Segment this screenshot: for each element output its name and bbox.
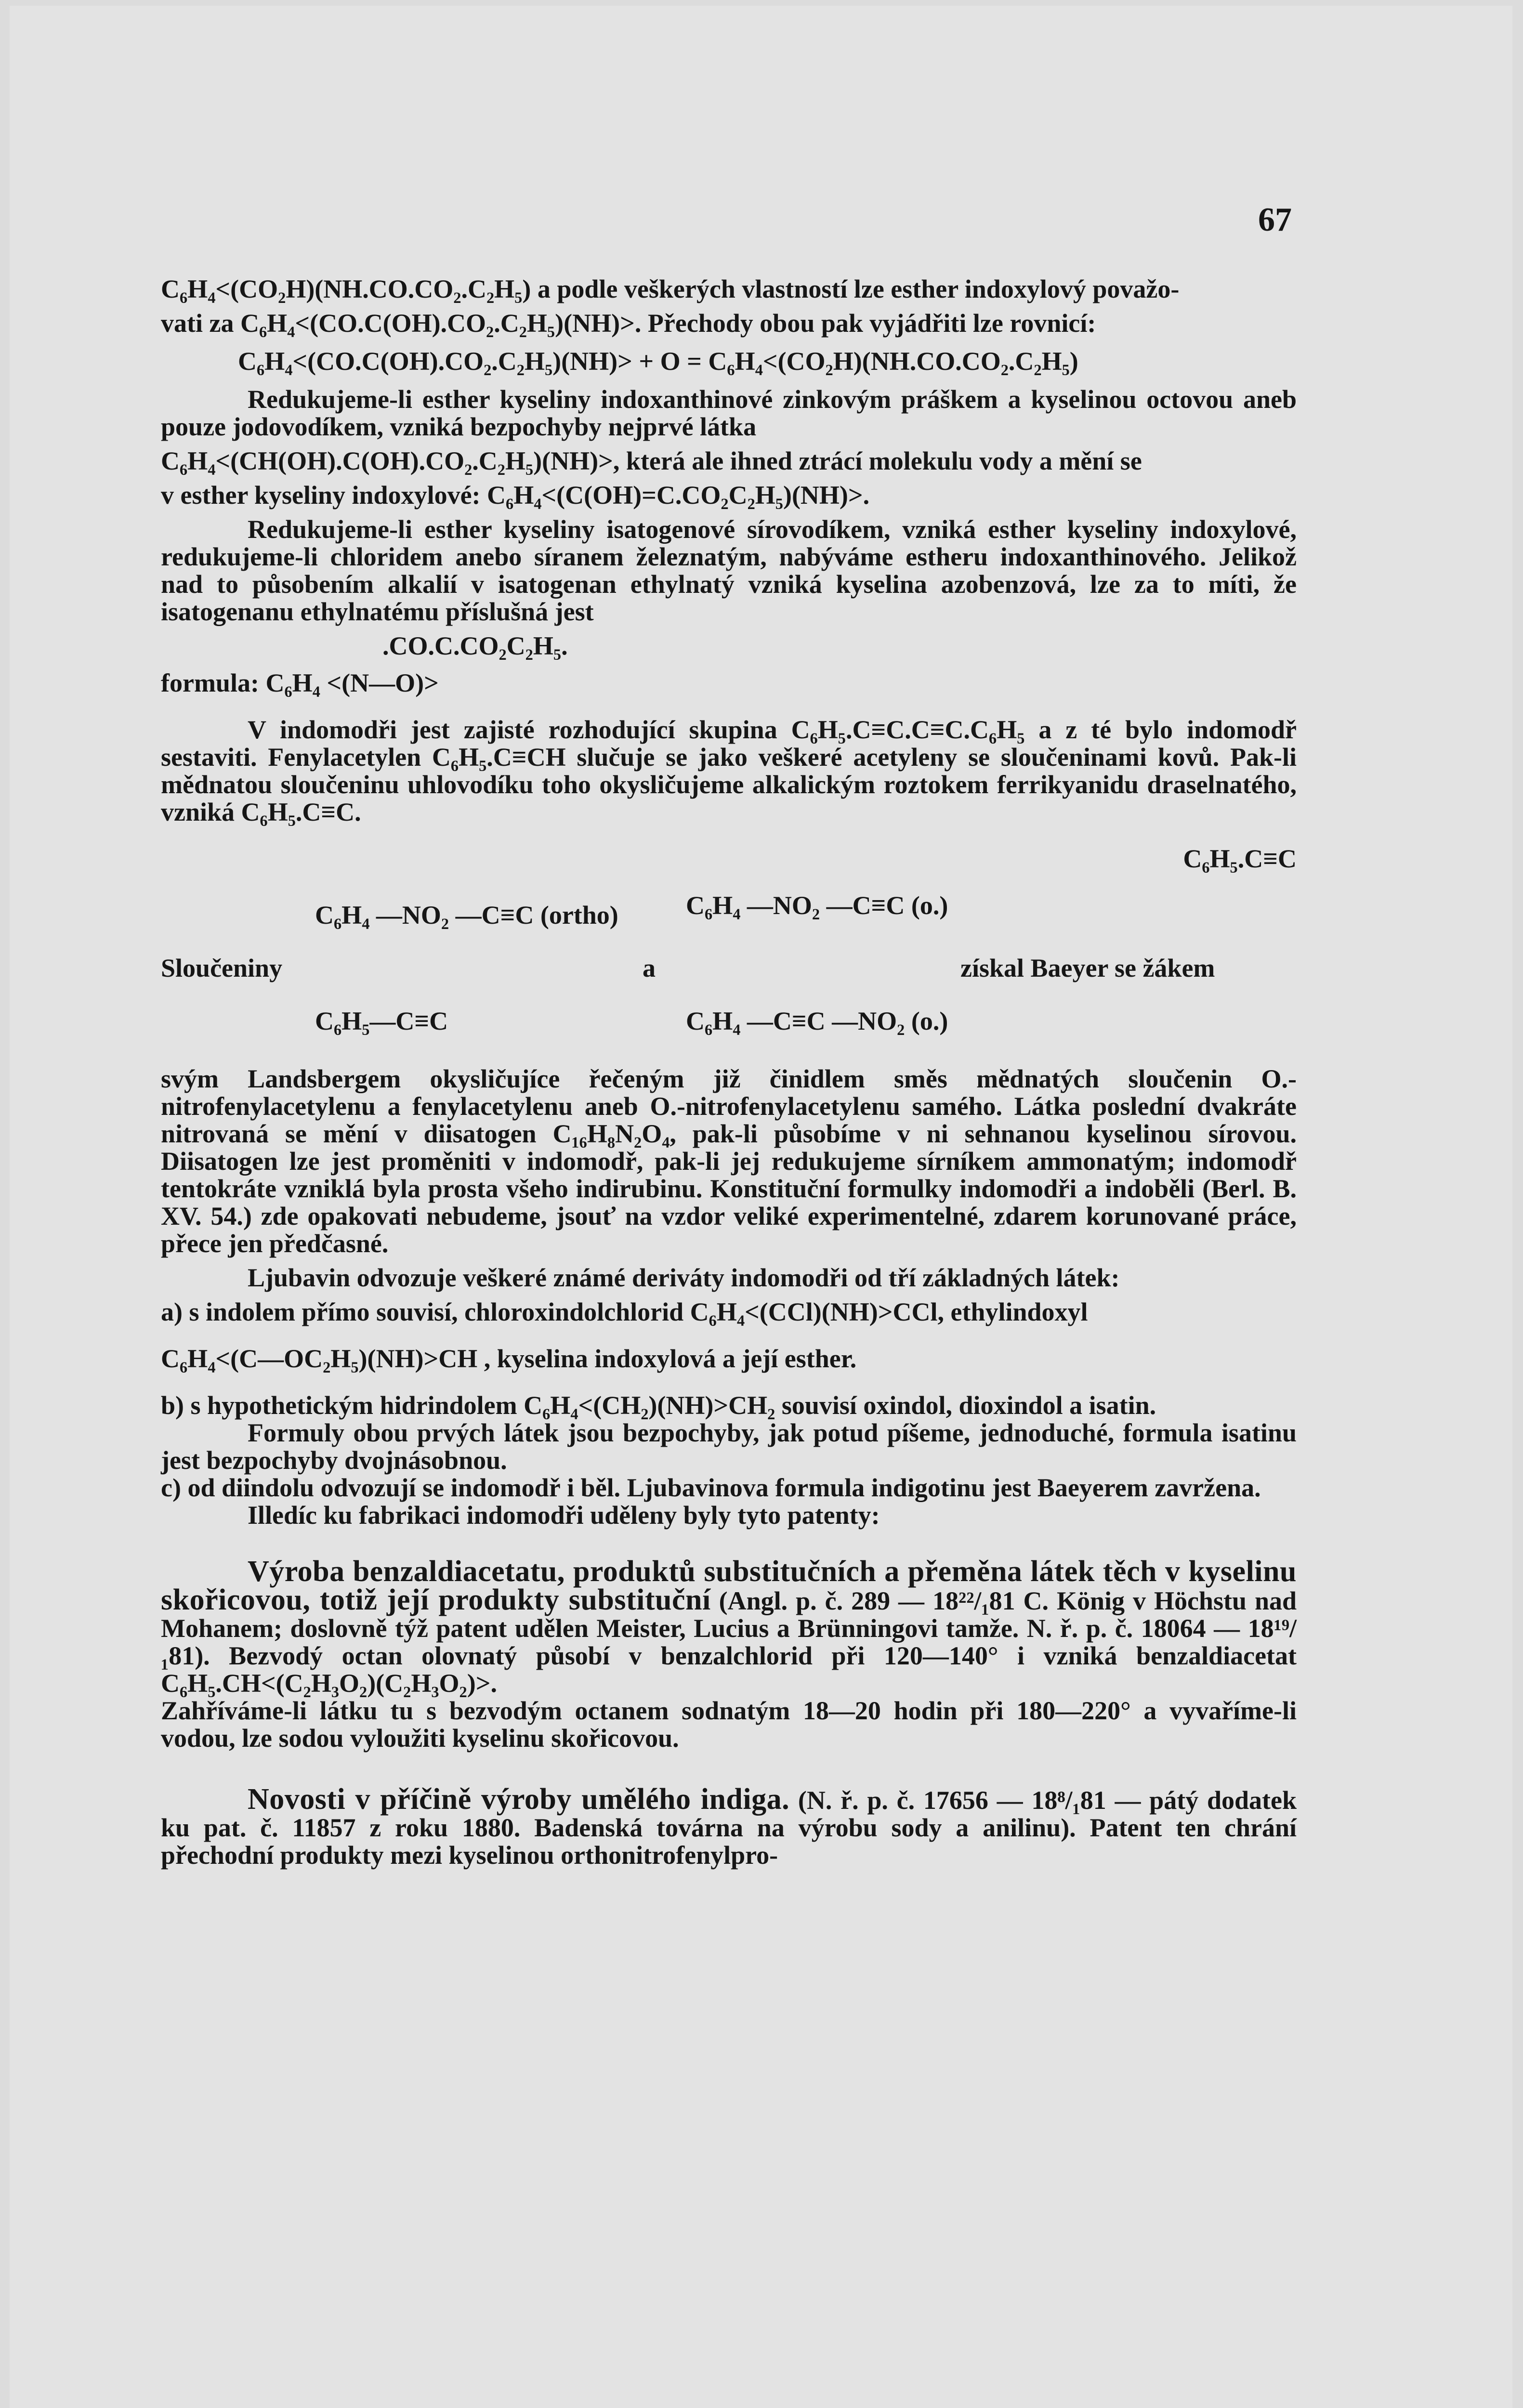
paragraph: Redukujeme-li esther kyseliny indoxanthinové zinkovým práškem a kyselinou octovou aneb pouze jodovodíkem, vzniká bezpochyby nejprvé látka bbox=[161, 385, 1297, 441]
section-heading: Novosti v příčině výroby umělého indiga. bbox=[248, 1783, 790, 1816]
text-line: vati za C₆H₄<(CO.C(OH).CO₂.C₂H₅)(NH)>. Přechody obou pak vyjádřiti lze rovnicí: bbox=[161, 309, 1096, 338]
compound-a-top: C₆H₄ —NO₂ —C≡C (ortho) bbox=[315, 901, 618, 929]
paragraph: Formuly obou prvých látek jsou bezpochyby, jak potud píšeme, jednoduché, formula isatinu jest bezpochyby dvojnásobnou. bbox=[161, 1418, 1297, 1475]
paragraph: Illedíc ku fabrikaci indomodři uděleny byly tyto patenty: bbox=[248, 1501, 880, 1530]
text-line: v esther kyseliny indoxylové: C₆H₄<(C(OH)=C.CO₂C₂H₅)(NH)>. bbox=[161, 481, 870, 510]
paragraph: Zahříváme-li látku tu s bezvodým octanem sodnatým 18—20 hodin při 180—220° a vyvaříme-li vodou, lze sodou vyloužiti kyselinu skořicovou. bbox=[161, 1696, 1297, 1753]
section-text: (N. ř. p. č. 17656 — 18⁸/₁81 — pátý dodatek ku pat. č. 11857 z roku 1880. Badenská továrna na výrobu sody a anilinu). Patent ten chrání přechodní produkty mezi kyselinou orthonitrofenylpro- bbox=[161, 1786, 1297, 1870]
text-line: C₆H₄<(CO₂H)(NH.CO.CO₂.C₂H₅) a podle veškerých vlastností lze esther indoxylový považo- bbox=[161, 275, 1180, 303]
paragraph: Ljubavin odvozuje veškeré známé deriváty indomodři od tří základných látek: bbox=[248, 1263, 1120, 1292]
equation: C₆H₄<(CO.C(OH).CO₂.C₂H₅)(NH)> + O = C₆H₄<(CO₂H)(NH.CO.CO₂.C₂H₅) bbox=[238, 347, 1078, 376]
section-paragraph bbox=[161, 1783, 1297, 1870]
paragraph: c) od diindolu odvozují se indomodř i běl. Ljubavinova formula indigotinu jest Baeyerem zavržena. bbox=[161, 1473, 1261, 1502]
compound-b-bottom: C₆H₄ —C≡C —NO₂ (o.) bbox=[686, 1007, 948, 1035]
compounds-block bbox=[161, 882, 1297, 1056]
section-paragraph bbox=[161, 1555, 1297, 1698]
compound-a-bottom: C₆H₅—C≡C bbox=[315, 1007, 448, 1035]
page bbox=[10, 6, 1512, 2408]
section-heading: Výroba benzaldiacetatu, produktů substitučních a přeměna látek těch v kyselinu skořicovou, totiž její produkty substituční bbox=[161, 1555, 1297, 1616]
compound-b-top: C₆H₄ —NO₂ —C≡C (o.) bbox=[686, 891, 948, 920]
formula: C₆H₅.C≡C bbox=[1183, 844, 1297, 873]
page-number: 67 bbox=[1258, 201, 1292, 238]
paragraph: Redukujeme-li esther kyseliny isatogenové sírovodíkem, vzniká esther kyseliny indoxylové, redukujeme-li chloridem anebo síranem železnatým, nabýváme estheru indoxanthinového. Jelikož nad to působením alkalií v isatogenan ethylnatý vzniká kyselina azobenzová, lze za to míti, že isatogenanu ethylnatému příslušná jest bbox=[161, 515, 1297, 626]
text-line: C₆H₄<(CH(OH).C(OH).CO₂.C₂H₅)(NH)>, která ale ihned ztrácí molekulu vody a mění se bbox=[161, 446, 1142, 475]
compounds-label: Sloučeniny bbox=[161, 954, 283, 982]
compounds-tail: získal Baeyer se žákem bbox=[960, 954, 1215, 982]
compounds-and: a bbox=[643, 954, 656, 982]
text-line: C₆H₄<(C—OC₂H₅)(NH)>CH , kyselina indoxylová a její esther. bbox=[161, 1344, 857, 1373]
formula: .CO.C.CO₂C₂H₅. bbox=[382, 631, 568, 660]
text-line: a) s indolem přímo souvisí, chloroxindolchlorid C₆H₄<(CCl)(NH)>CCl, ethylindoxyl bbox=[161, 1297, 1088, 1326]
text-line: b) s hypothetickým hidrindolem C₆H₄<(CH₂)(NH)>CH₂ souvisí oxindol, dioxindol a isatin. bbox=[161, 1391, 1156, 1420]
paragraph: V indomodři jest zajisté rozhodující skupina C₆H₅.C≡C.C≡C.C₆H₅ a z té bylo indomodř sestaviti. Fenylacetylen C₆H₅.C≡CH slučuje se jako veškeré acetyleny se sloučeninami kovů. Pak-li mědnatou sloučeninu uhlovodíku toho okysličujeme alkalickým roztokem ferrikyanidu draselnatého, vzniká C₆H₅.C≡C. bbox=[161, 715, 1297, 826]
body-text bbox=[161, 275, 1297, 1869]
section-text: (Angl. p. č. 289 — 18²²/₁81 C. König v Höchstu nad Mohanem; doslovně týž patent udělen Meister, Lucius a Brünningovi tamže. N. ř. p. č. 18064 — 18¹⁹/₁81). Bezvodý octan olovnatý působí v benzalchlorid při 120—140° i vzniká benzaldiacetat C₆H₅.CH<(C₂H₃O₂)(C₂H₃O₂)>. bbox=[161, 1586, 1297, 1698]
formula: formula: C₆H₄ <(N—O)> bbox=[161, 668, 439, 697]
paragraph: svým Landsbergem okysličujíce řečeným již činidlem směs mědnatých sloučenin O.-nitrofenylacetylenu a fenylacetylenu aneb O.-nitrofenylacetylenu samého. Látka poslední dvakráte nitrovaná se mění v diisatogen C₁₆H₈N₂O₄, pak-li působíme v ni sehnanou kyselinou sírovou. Diisatogen lze jest proměniti v indomodř, pak-li jej redukujeme sírníkem ammonatým; indomodř tentokráte vzniklá byla prosta všeho indirubinu. Konstituční formulky indomodři a indoběli (Berl. B. XV. 54.) zde opakovati nebudeme, jsouť na vzdor veliké experimentelné, zdarem korunované práce, přece jen předčasné. bbox=[161, 1064, 1297, 1258]
